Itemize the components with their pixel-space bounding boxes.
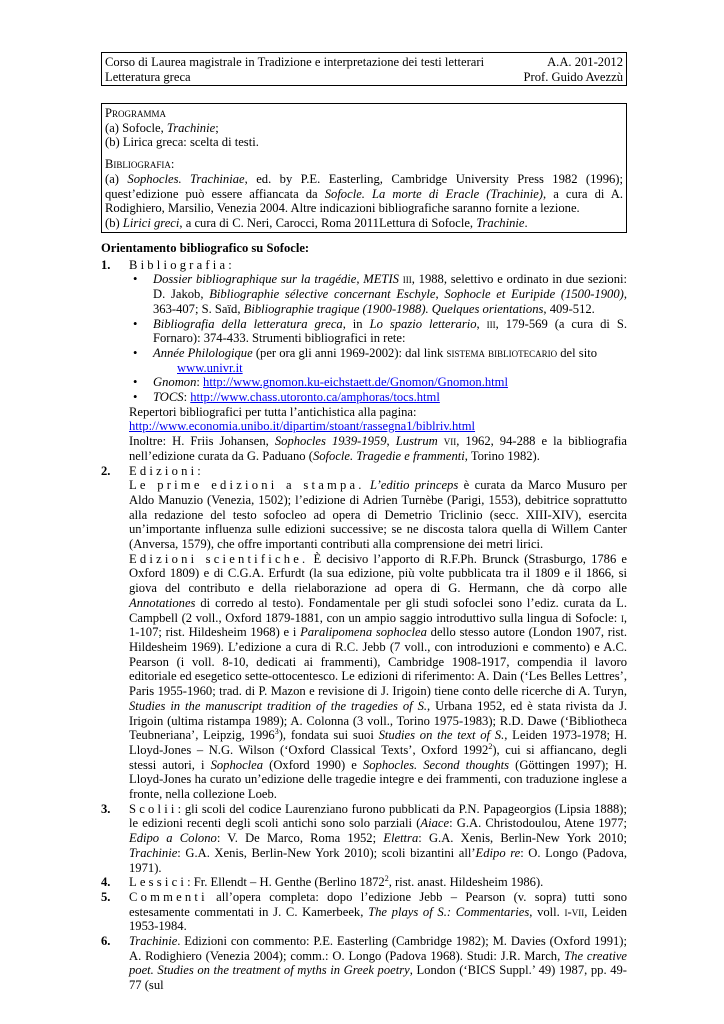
univr-link[interactable]: www.univr.it [177, 360, 243, 375]
section-commenti: 5. Commenti all’opera completa: dopo l’edizione Jebb – Pearson (v. sopra) tutti sono estesamente commentati in J. C. Kamerbeek, The plays of S.: Commentaries, voll. i-vii, Leiden 1953-1984. [101, 889, 628, 934]
section-number: 1. [101, 257, 111, 272]
section-heading: Scolii [129, 801, 178, 816]
academic-year: A.A. 201-2012 [547, 55, 623, 69]
bullet-icon: • [133, 272, 138, 287]
programma-box [101, 103, 627, 233]
section-number: 5. [101, 889, 111, 904]
course-header-box [101, 52, 627, 86]
section-heading: Lessici [129, 875, 188, 890]
bibliography-list [129, 272, 627, 404]
section-number: 6. [101, 934, 111, 949]
section-number: 3. [101, 801, 111, 816]
section-title: Orientamento bibliografico su Sofocle: [101, 241, 310, 255]
section-number: 2. [101, 463, 111, 478]
inoltre-text: Inoltre: H. Friis Johansen, Sophocles 1939-1959, Lustrum vii, 1962, 94-288 e la bibliografia nell’edizione curata da G. Paduano (Sofocle. Tragedie e frammenti, Torino 1982). [129, 434, 627, 463]
list-item: • TOCS: http://www.chass.utoronto.ca/amphoras/tocs.html [133, 390, 440, 405]
gnomon-link[interactable]: http://www.gnomon.ku-eichstaett.de/Gnomon/Gnomon.html [203, 375, 508, 390]
section-heading: Edizioni: [129, 463, 204, 478]
course-title: Corso di Laurea magistrale in Tradizione e interpretazione dei testi letterari [105, 55, 485, 69]
bullet-icon: • [133, 375, 138, 390]
bibliografia-heading: Bibliografia: [105, 157, 175, 172]
prime-edizioni-paragraph: Le prime edizioni a stampa. L’editio princeps è curata da Marco Musuro per Aldo Manuzio (Venezia, 1502); l’edizione di Adrien Turnèbe (Parigi, 1553), debitrice soprattutto alla redazione del testo sofocleo ad opera di Demetrio Triclinio (secc. XIII-XIV), esercita un’importante influenza sulle edizioni successive; se ne discosta talora quella di Willem Canter (Anversa, 1579), che offre importanti contributi alla comprensione dei metri lirici. [129, 478, 627, 552]
economia-link[interactable]: http://www.economia.unibo.it/dipartim/stoant/rassegna1/biblriv.html [129, 419, 476, 434]
list-item: • Gnomon: http://www.gnomon.ku-eichstaett.de/Gnomon/Gnomon.html [133, 375, 508, 390]
bullet-icon: • [133, 390, 138, 405]
programma-heading: Programma [105, 106, 167, 120]
bullet-icon: • [133, 345, 138, 360]
main-content [101, 241, 627, 993]
list-item: • Dossier bibliographique sur la tragédie, METIS iii, 1988, selettivo e ordinato in due sezioni: D. Jakob, Bibliographie sélective concernant Eschyle, Sophocle et Euripide (1500-1900), 363-407; S. Saïd, Bibliographie tragique (1900-1988). Quelques orientations, 409-512. [133, 272, 628, 316]
section-edizioni [101, 464, 627, 802]
list-item: • Bibliografia della letteratura greca, in Lo spazio letterario, iii, 179-569 (a cura di S. Fornaro): 374-433. Strumenti bibliografici in rete: [133, 316, 627, 346]
repertori-text: Repertori bibliografici per tutta l’antichistica alla pagina: [129, 404, 417, 419]
edizioni-scientifiche-paragraph: Edizioni scientifiche. È decisivo l’apporto di R.F.Ph. Brunck (Strasburgo, 1786 e Oxford 1809) e di C.G.A. Erfurdt (la sua edizione, più volte pubblicata tra il 1809 e il 1866, si giova del contributo e della rielaborazione ad opera di G. Hermann, che dà corpo alle Annotationes di corredo al testo). Fondamentale per gli studi sofoclei sono l’ediz. curata da L. Campbell (2 voll., Oxford 1879-1881, con un ampio saggio introduttivo sulla lingua di Sofocle: i, 1-107; rist. Hildesheim 1968) e i Paralipomena sophoclea dello stesso autore (London 1907, rist. Hildesheim 1969). L’edizione a cura di R.C. Jebb (7 voll., con introduzioni e commento) e A.C. Pearson (i voll. 8-10, dedicati ai frammenti), Cambridge 1908-1917, compendia il lavoro editoriale ed esegetico sette-ottocentesco. Le edizioni di riferimento: A. Dain (‘Les Belles Lettres’, Paris 1955-1960; trad. di P. Mazon e revisione di J. Irigoin) tiene conto delle ricerche di A. Turyn, Studies in the manuscript tradition of the tragedies of S., Urbana 1952, ed è stata rivista da J. Irigoin (ultima ristampa 1989); A. Colonna (3 voll., Torino 1975-1983); R.D. Dawe (‘Bibliotheca Teubneriana’, Leipzig, 1996$^3$), fondata sui suoi Studies on the text of S., Leiden 1973-1978; H. Lloyd-Jones – N.G. Wilson (‘Oxford Classical Texts’, Oxford 1992$^2$), cui si affiancano, degli stessi autori, i Sophoclea (Oxford 1990) e Sophocles. Second thoughts (Göttingen 1997); H. Lloyd-Jones ha curato un’edizione delle tragedie integre e dei frammenti, con traduzione inglese a fronte, nella collezione Loeb. [129, 551, 628, 802]
section-bibliografia [101, 258, 627, 464]
section-lessici: 4. Lessici: Fr. Ellendt – H. Genthe (Berlino 1872$^2$, rist. anast. Hildesheim 1986). [101, 874, 544, 890]
section-scolii: 3. Scolii: gli scoli del codice Laurenziano furono pubblicati da P.N. Papageorgios (Lipsia 1888); le edizioni recenti degli scoli antichi sono solo parziali (Aiace: G.A. Christodoulou, Atene 1977; Edipo a Colono: V. De Marco, Roma 1952; Elettra: G.A. Xenis, Berlin-New York 2010; Trachinie: G.A. Xenis, Berlin-New York 2010); scoli bizantini all’Edipo re: O. Longo (Padova, 1971). [101, 801, 627, 875]
programma-item-a: (a) Sofocle, Trachinie; [105, 120, 219, 135]
section-number: 4. [101, 875, 111, 890]
bibliografia-item-b: (b) Lirici greci, a cura di C. Neri, Carocci, Roma 2011Lettura di Sofocle, Trachinie. [105, 215, 528, 230]
list-item: • Année Philologique (per ora gli anni 1969-2002): dal link sistema bibliotecario del sito www.univr.it [133, 345, 597, 375]
programma-item-b: (b) Lirica greca: scelta di testi. [105, 135, 259, 150]
bullet-icon: • [133, 316, 138, 331]
subject-title: Letteratura greca [105, 69, 191, 84]
section-heading: Bibliografia: [129, 257, 235, 272]
professor-name: Prof. Guido Avezzù [523, 69, 623, 84]
section-heading: Commenti [129, 889, 208, 904]
tocs-link[interactable]: http://www.chass.utoronto.ca/amphoras/tocs.html [190, 390, 440, 405]
bibliografia-item-a: (a) Sophocles. Trachiniae, ed. by P.E. Easterling, Cambridge University Press 1982 (1996); quest’edizione può essere affiancata da Sofocle. La morte di Eracle (Trachinie), a cura di A. Rodighiero, Marsilio, Venezia 2004. Altre indicazioni bibliografiche saranno fornite a lezione. [105, 171, 623, 216]
section-trachinie: 6. Trachinie. Edizioni con commento: P.E. Easterling (Cambridge 1982); M. Davies (Oxford 1991); A. Rodighiero (Venezia 2004); comm.: O. Longo (Padova 1968). Studi: J.R. March, The creative poet. Studies on the treatment of myths in Greek poetry, London (‘BICS Suppl.’ 49) 1987, pp. 49-77 (sul [101, 934, 627, 993]
